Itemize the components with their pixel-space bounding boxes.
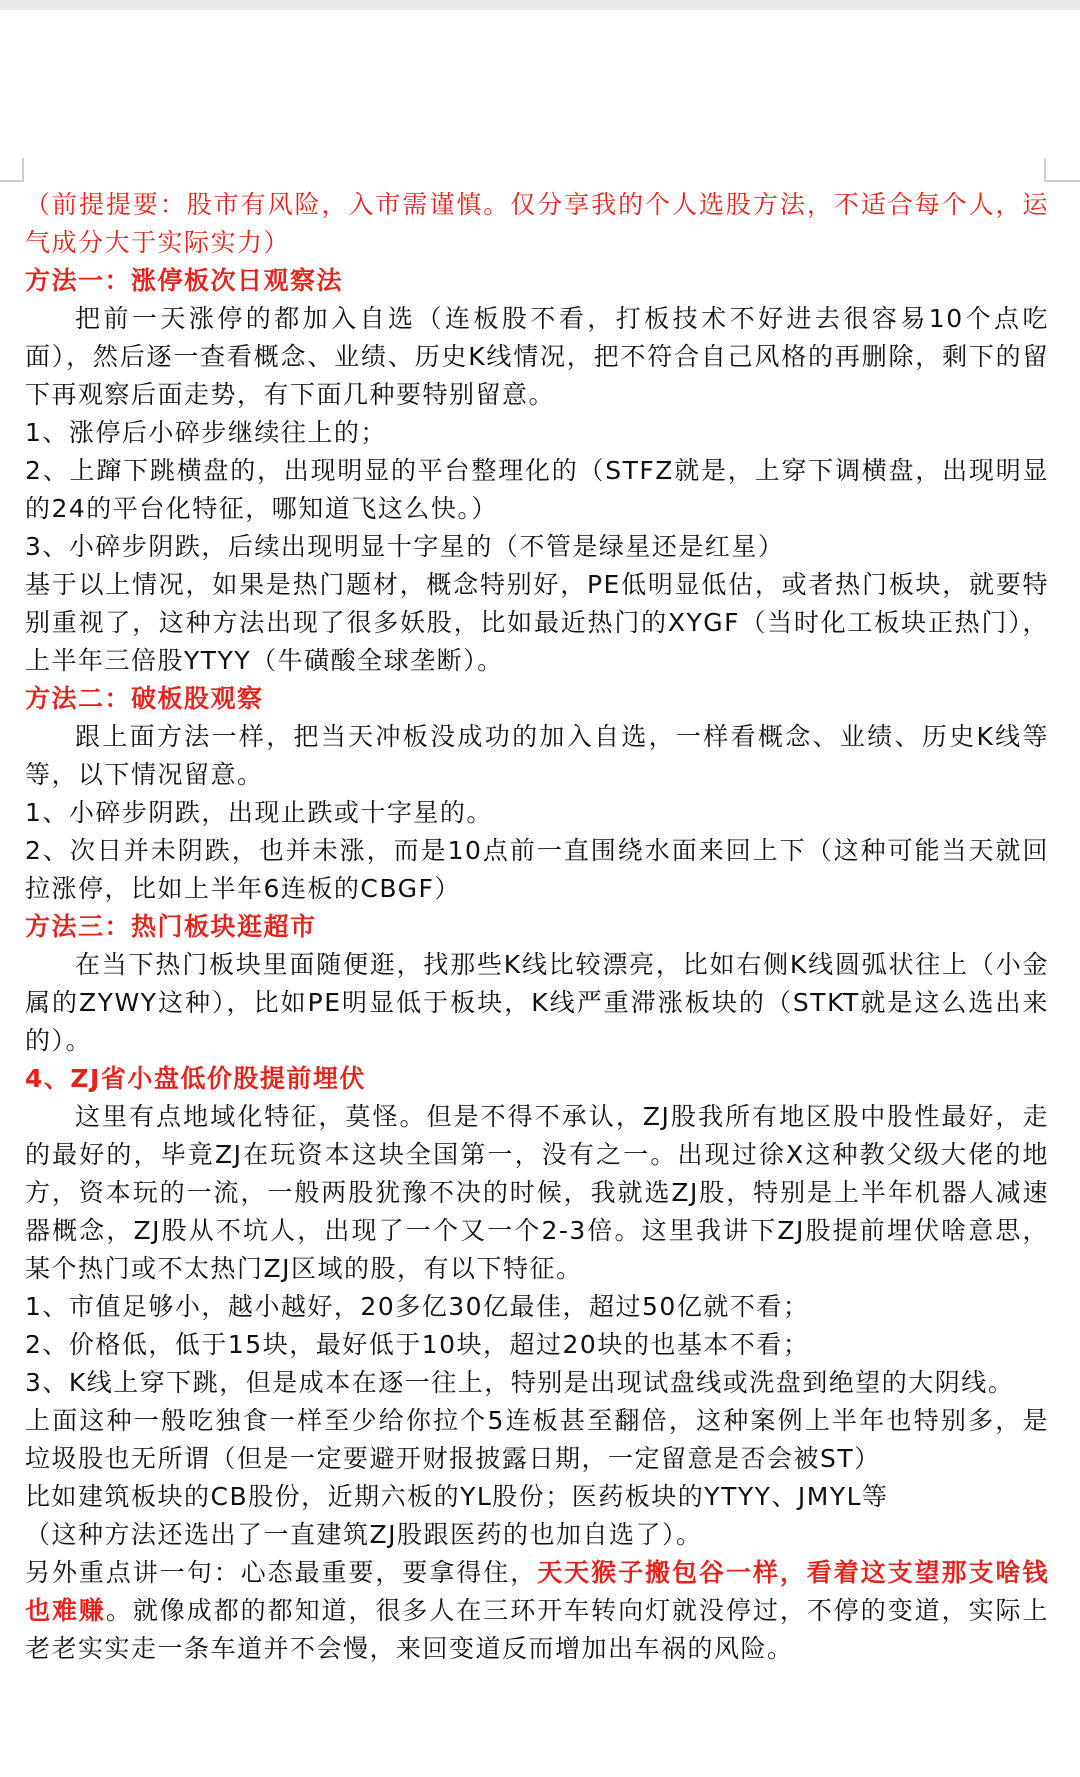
top-band	[0, 0, 1080, 10]
method-4-note: （这种方法还选出了一直建筑ZJ股跟医药的也加自选了）。	[25, 1520, 703, 1549]
method-2-item: 1、小碎步阴跌，出现止跌或十字星的。	[25, 798, 493, 827]
method-4-item: 1、市值足够小，越小越好，20多亿30亿最佳，超过50亿就不看；	[25, 1292, 810, 1321]
method-4-intro: 这里有点地域化特征，莫怪。但是不得不承认，ZJ股我所有地区股中股性最好，走的最好的，毕竟ZJ在玩资本这块全国第一，没有之一。出现过徐X这种教父级大佬的地方，资本玩的一流，一般两股犹豫不决的时候，我就选ZJ股，特别是上半年机器人减速器概念，ZJ股从不坑人，出现了一个又一个2-3倍。这里我讲下ZJ股提前埋伏啥意思，某个热门或不太热门ZJ区域的股，有以下特征。	[25, 1102, 1049, 1283]
method-4-conclusion: 上面这种一般吃独食一样至少给你拉个5连板甚至翻倍，这种案例上半年也特别多，是垃圾股也无所谓（但是一定要避开财报披露日期，一定留意是否会被ST）	[25, 1406, 1049, 1473]
closing-tail: 。就像成都的都知道，很多人在三环开车转向灯就没停过，不停的变道，实际上老老实实走一条车道并不会慢，来回变道反而增加出车祸的风险。	[25, 1596, 1049, 1663]
closing-lead: 另外重点讲一句：心态最重要，要拿得住，	[25, 1558, 538, 1587]
method-1-item: 2、上蹿下跳横盘的，出现明显的平台整理化的（STFZ就是，上穿下调横盘，出现明显的24的平台化特征，哪知道飞这么快。）	[25, 456, 1049, 523]
method-1-item: 3、小碎步阴跌，后续出现明显十字星的（不管是绿星还是红星）	[25, 532, 785, 561]
method-4-item: 3、K线上穿下跳，但是成本在逐一往上，特别是出现试盘线或洗盘到绝望的大阴线。	[25, 1368, 1015, 1397]
method-2-heading: 方法二：破板股观察	[25, 684, 264, 713]
closing-emphasis: 天天猴子搬包谷一样，看着这支望那支啥钱也难赚	[25, 1558, 1049, 1625]
method-4-example: 比如建筑板块的CB股份，近期六板的YL股份；医药板块的YTYY、JMYL等	[25, 1482, 889, 1511]
method-3-intro: 在当下热门板块里面随便逛，找那些K线比较漂亮，比如右侧K线圆弧状往上（小金属的ZYWY这种），比如PE明显低于板块，K线严重滞涨板块的（STKT就是这么选出来的）。	[25, 950, 1049, 1055]
method-2-intro: 跟上面方法一样，把当天冲板没成功的加入自选，一样看概念、业绩、历史K线等等，以下情况留意。	[25, 722, 1049, 789]
method-1-heading: 方法一：涨停板次日观察法	[25, 266, 344, 295]
crop-mark-right	[1044, 158, 1080, 182]
method-4-heading: 4、ZJ省小盘低价股提前埋伏	[25, 1064, 366, 1093]
method-3-heading: 方法三：热门板块逛超市	[25, 912, 317, 941]
closing-paragraph	[25, 1554, 1049, 1668]
method-4-item: 2、价格低，低于15块，最好低于10块，超过20块的也基本不看；	[25, 1330, 810, 1359]
crop-mark-left	[0, 158, 24, 182]
method-2-item: 2、次日并未阴跌，也并未涨，而是10点前一直围绕水面来回上下（这种可能当天就回拉涨停，比如上半年6连板的CBGF）	[25, 836, 1049, 903]
premise-note: （前提提要：股市有风险，入市需谨慎。仅分享我的个人选股方法，不适合每个人，运气成分大于实际实力）	[25, 190, 1049, 257]
document-body	[25, 186, 1049, 1668]
method-1-intro: 把前一天涨停的都加入自选（连板股不看，打板技术不好进去很容易10个点吃面），然后逐一查看概念、业绩、历史K线情况，把不符合自己风格的再删除，剩下的留下再观察后面走势，有下面几种要特别留意。	[25, 304, 1049, 409]
method-1-item: 1、涨停后小碎步继续往上的；	[25, 418, 387, 447]
method-1-conclusion: 基于以上情况，如果是热门题材，概念特别好，PE低明显低估，或者热门板块，就要特别重视了，这种方法出现了很多妖股，比如最近热门的XYGF（当时化工板块正热门），上半年三倍股YTYY（牛磺酸全球垄断）。	[25, 570, 1049, 675]
